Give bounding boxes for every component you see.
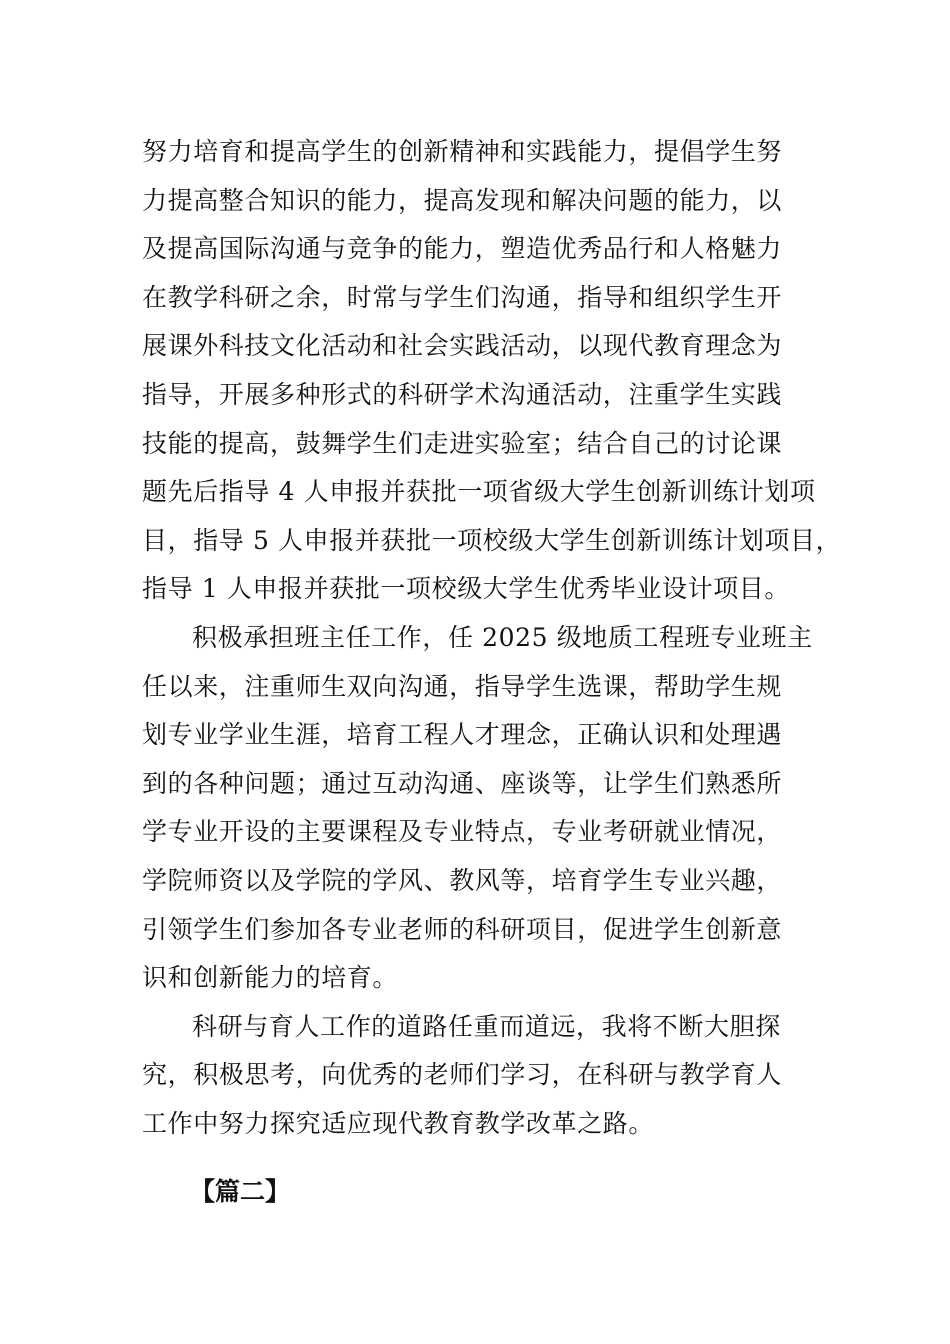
text-line: 究，积极思考，向优秀的老师们学习，在科研与教学育人 [142, 1060, 783, 1090]
text-line: 努力培育和提高学生的创新精神和实践能力，提倡学生努 [142, 137, 783, 166]
text-line: 学专业开设的主要课程及专业特点，专业考研就业情况， [142, 817, 783, 847]
text-line: 学院师资以及学院的学风、教风等，培育学生专业兴趣， [142, 865, 783, 895]
text-line: 科研与育人工作的道路任重而道远，我将不断大胆探 [192, 1011, 781, 1041]
paragraph-1 [142, 128, 842, 614]
paragraph-3 [142, 1003, 814, 1149]
section-heading: 【篇二】 [190, 1177, 291, 1206]
body-text [142, 128, 842, 1148]
text-line: 任以来，注重师生双向沟通，指导学生选课，帮助学生规 [142, 671, 783, 701]
text-line: 划专业学业生涯，培育工程人才理念，正确认识和处理遇 [142, 720, 783, 750]
text-line: 到的各种问题；通过互动沟通、座谈等，让学生们熟悉所 [142, 768, 783, 798]
text-line: 及提高国际沟通与竞争的能力，塑造优秀品行和人格魅力 [142, 234, 783, 264]
text-line: 在教学科研之余，时常与学生们沟通，指导和组织学生开 [142, 282, 783, 312]
paragraph-2 [142, 614, 814, 1003]
text-line: 力提高整合知识的能力，提高发现和解决问题的能力，以 [142, 185, 783, 215]
text-line: 工作中努力探究适应现代教育教学改革之路。 [142, 1108, 655, 1138]
text-line: 识和创新能力的培育。 [142, 963, 399, 993]
text-line: 展课外科技文化活动和社会实践活动，以现代教育理念为 [142, 331, 783, 361]
text-line: 指导 1 人申报并获批一项校级大学生优秀毕业设计项目。 [142, 574, 791, 604]
text-line: 技能的提高，鼓舞学生们走进实验室；结合自己的讨论课 [142, 428, 783, 458]
text-line: 积极承担班主任工作，任 2025 级地质工程班专业班主 [192, 622, 813, 652]
text-line: 目，指导 5 人申报并获批一项校级大学生创新训练计划项目， [142, 525, 842, 555]
text-line: 题先后指导 4 人申报并获批一项省级大学生创新训练计划项 [142, 477, 816, 507]
text-line: 指导，开展多种形式的科研学术沟通活动，注重学生实践 [142, 379, 783, 409]
text-line: 引领学生们参加各专业老师的科研项目，促进学生创新意 [142, 914, 783, 944]
